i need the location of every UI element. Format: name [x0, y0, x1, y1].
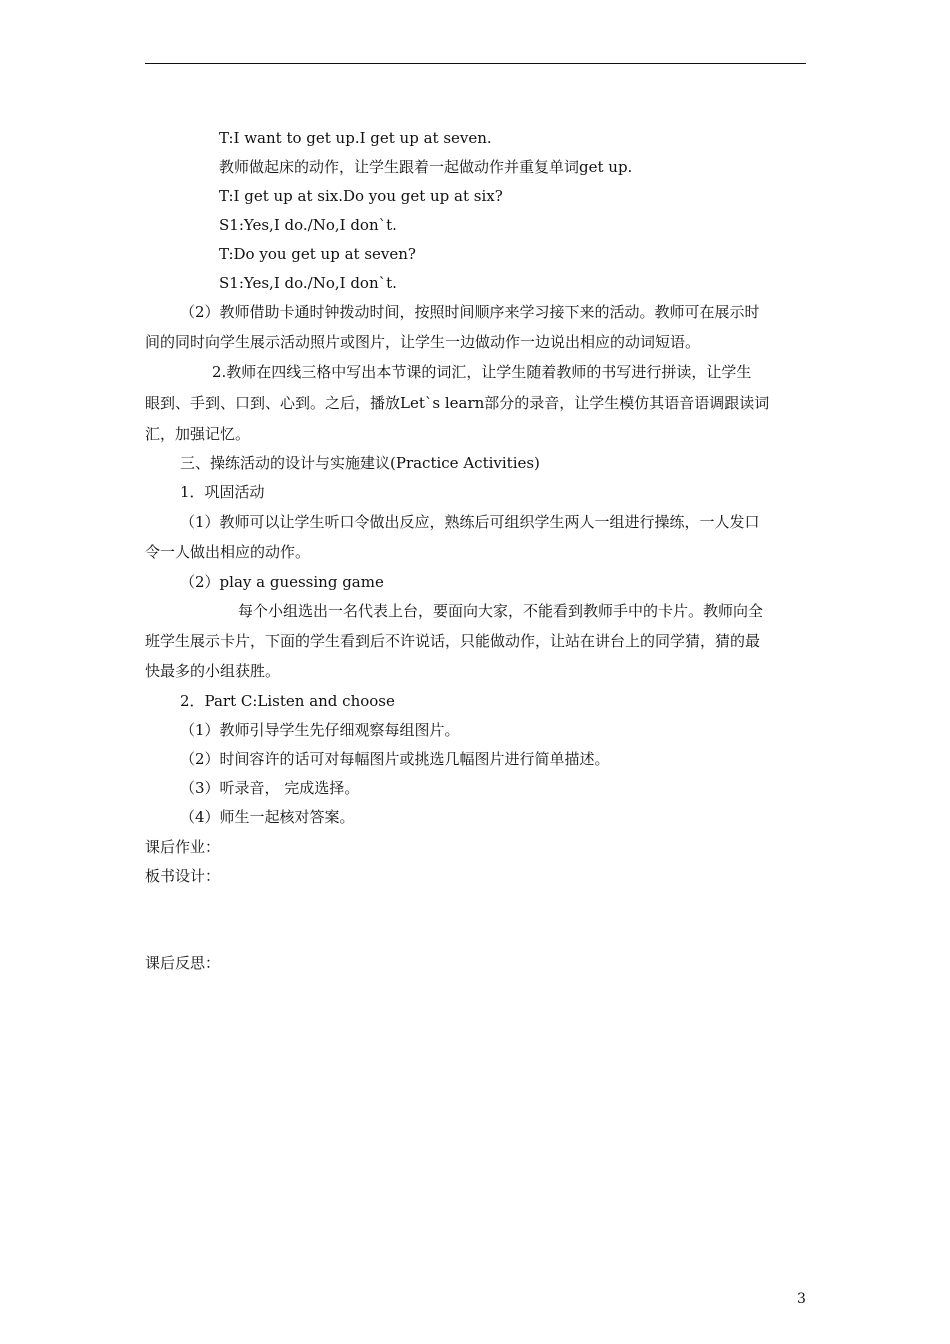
list-item: （1）教师引导学生先仔细观察每组图片。: [180, 721, 460, 739]
paragraph-line: 2.教师在四线三格中写出本节课的词汇，让学生随着教师的书写进行拼读，让学生: [212, 363, 752, 381]
reflection-label: 课后反思：: [145, 954, 221, 972]
dialogue-line: T:I get up at six.Do you get up at six?: [219, 187, 503, 205]
page-number: 3: [797, 1291, 806, 1307]
paragraph-line: 令一人做出相应的动作。: [145, 543, 311, 561]
dialogue-line: T:Do you get up at seven?: [219, 245, 416, 263]
paragraph-line: 眼到、手到、口到、心到。之后，播放Let`s learn部分的录音，让学生模仿其语音语调跟读词: [145, 394, 770, 412]
subsection-heading: 2．Part C:Listen and choose: [180, 692, 395, 710]
paragraph-line: 间的同时向学生展示活动照片或图片，让学生一边做动作一边说出相应的动词短语。: [145, 333, 701, 351]
paragraph-line: 班学生展示卡片，下面的学生看到后不许说话，只能做动作，让站在讲台上的同学猜，猜的最: [145, 632, 761, 650]
dialogue-line: S1:Yes,I do./No,I don`t.: [219, 216, 397, 234]
paragraph-line: 汇，加强记忆。: [145, 425, 251, 443]
paragraph-line: 每个小组选出一名代表上台，要面向大家，不能看到教师手中的卡片。教师向全: [238, 602, 764, 620]
instruction-line: 教师做起床的动作，让学生跟着一起做动作并重复单词get up.: [219, 158, 633, 176]
list-item: （2）时间容许的话可对每幅图片或挑选几幅图片进行简单描述。: [180, 750, 610, 768]
header-rule: [145, 63, 806, 64]
dialogue-line: S1:Yes,I do./No,I don`t.: [219, 274, 397, 292]
board-design-label: 板书设计：: [145, 867, 221, 885]
list-item: （3）听录音， 完成选择。: [180, 779, 360, 797]
list-item: （4）师生一起核对答案。: [180, 808, 355, 826]
section-heading: 三、操练活动的设计与实施建议(Practice Activities): [180, 454, 540, 472]
subsection-heading: 1．巩固活动: [180, 483, 265, 501]
paragraph-line: （1）教师可以让学生听口令做出反应，熟练后可组织学生两人一组进行操练，一人发口: [180, 513, 760, 531]
dialogue-line: T:I want to get up.I get up at seven.: [219, 129, 492, 147]
homework-label: 课后作业：: [145, 838, 221, 856]
paragraph-line: 快最多的小组获胜。: [145, 662, 281, 680]
paragraph-line: （2）教师借助卡通时钟拨动时间，按照时间顺序来学习接下来的活动。教师可在展示时: [180, 303, 760, 321]
list-item: （2）play a guessing game: [180, 573, 384, 591]
